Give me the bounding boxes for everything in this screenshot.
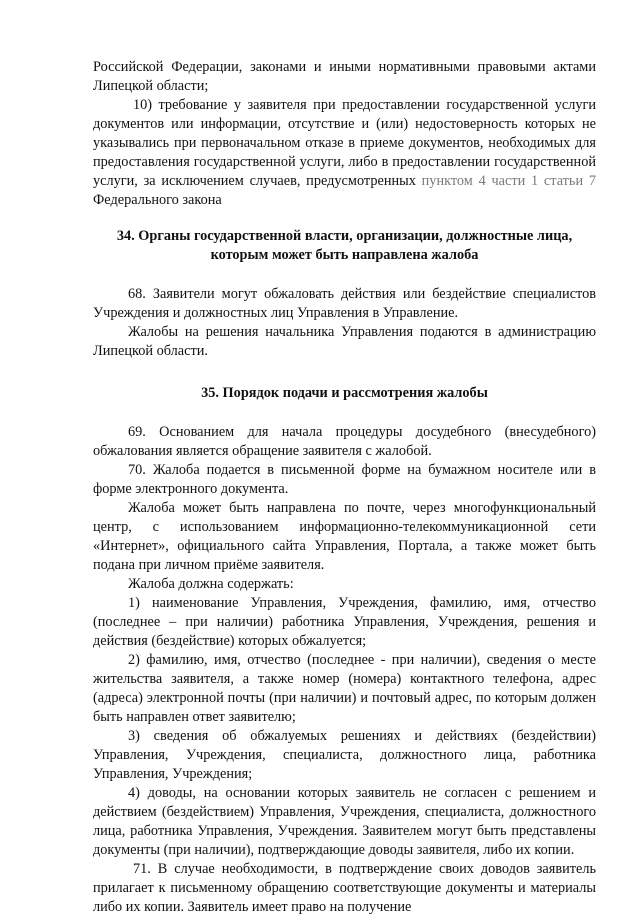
- list-item-4: 4) доводы, на основании которых заявитель не согласен с решением и действием (бездействием) Управления, Учреждения, специалиста, должностного лица, работника Управления, Учреждения. Заявителем могут быть представлены документы (при наличии), подтверждающие доводы заявителя, либо их копии.: [93, 785, 596, 858]
- item-10-text: 10) требование у заявителя при предоставлении государственной услуги документов или информации, отсутствие и (или) недостоверность которых не указывались при первоначальном отказе в приеме документов, необходимых для предоставления государственной услуги, либо в предоставлении государственной услуги, за исключением случаев, предусмотренных: [93, 97, 596, 189]
- item-10-text-end: Федерального закона: [93, 192, 222, 208]
- item-10-reference: пунктом 4 части 1 статьи 7: [421, 173, 597, 189]
- paragraph-71: 71. В случае необходимости, в подтверждение своих доводов заявитель прилагает к письменному обращению соответствующие документы и материалы либо их копии. Заявитель имеет право на получение: [93, 861, 596, 915]
- list-item-2: 2) фамилию, имя, отчество (последнее - при наличии), сведения о месте жительства заявителя, а также номер (номера) контактного телефона, адрес (адреса) электронной почты (при наличии) и почтовый адрес, по которым должен быть направлен ответ заявителю;: [93, 652, 596, 725]
- list-item-3: 3) сведения об обжалуемых решениях и действиях (бездействии) Управления, Учреждения, специалиста, должностного лица, работника Управления, Учреждения;: [93, 728, 596, 782]
- list-item-1: 1) наименование Управления, Учреждения, фамилию, имя, отчество (последнее – при наличии) работника Управления, Учреждения, решения и действия (бездействие) которых обжалуется;: [93, 595, 596, 649]
- paragraph-item-10: [93, 96, 596, 210]
- paragraph-continuation: Российской Федерации, законами и иными нормативными правовыми актами Липецкой области;: [93, 59, 596, 94]
- section-heading-35: 35. Порядок подачи и рассмотрения жалобы: [201, 385, 488, 401]
- paragraph-68: 68. Заявители могут обжаловать действия или бездействие специалистов Учреждения и должностных лиц Управления в Управление.: [93, 286, 596, 321]
- paragraph-69: 69. Основанием для начала процедуры досудебного (внесудебного) обжалования является обращение заявителя с жалобой.: [93, 424, 596, 459]
- paragraph-70-contents: Жалоба должна содержать:: [128, 576, 294, 592]
- section-heading-34: 34. Органы государственной власти, организации, должностные лица, которым может быть направлена жалоба: [116, 228, 573, 263]
- paragraph-70: 70. Жалоба подается в письменной форме на бумажном носителе или в форме электронного документа.: [93, 462, 596, 497]
- paragraph-70-delivery: Жалоба может быть направлена по почте, через многофункциональный центр, с использованием информационно-телекоммуникационной сети «Интернет», официального сайта Управления, Портала, а также может быть подана при личном приёме заявителя.: [93, 500, 596, 573]
- paragraph-68-complaints: Жалобы на решения начальника Управления подаются в администрацию Липецкой области.: [93, 324, 596, 359]
